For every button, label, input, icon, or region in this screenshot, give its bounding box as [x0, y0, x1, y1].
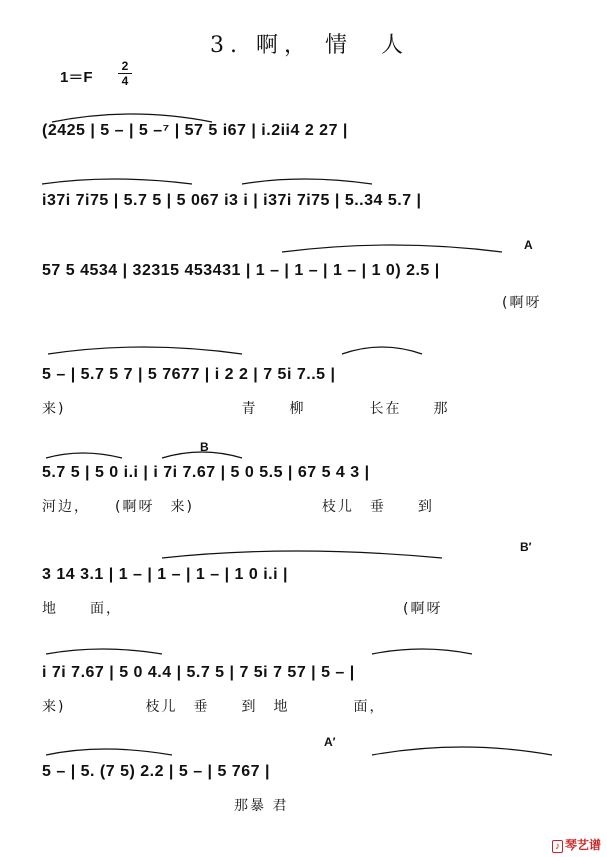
- key-signature: 1＝F: [60, 69, 93, 86]
- score-system-7: [42, 642, 564, 722]
- meter-bottom: 4: [121, 74, 129, 88]
- notation-line: 57 5 4534 | 32315 453431 | 1 – | 1 – | 1 – | 1 0) 2.5 |: [42, 262, 440, 279]
- lyric-line: 来) 枝儿 垂 到 地 面，: [42, 699, 386, 715]
- score-system-2: [42, 178, 564, 238]
- lyric-line: 那暴 君: [42, 798, 289, 814]
- notation-line: 3 14 3.1 | 1 – | 1 – | 1 – | 1 0 i.i |: [42, 566, 288, 583]
- score-system-1: [42, 110, 564, 170]
- score-system-8: [42, 735, 564, 815]
- lyric-line: 河边， (啊呀 来) 枝儿 垂 到: [42, 499, 434, 515]
- watermark-text: 琴艺谱: [564, 838, 601, 852]
- score-system-5: [42, 440, 564, 520]
- lyric-line: (啊呀: [502, 295, 542, 311]
- section-mark-a-prime: A′: [324, 735, 336, 749]
- notation-line: i37i 7i75 | 5.7 5 | 5 067 i3 i | i37i 7i75 | 5..34 5.7 |: [42, 192, 422, 209]
- notation-line: i 7i 7.67 | 5 0 4.4 | 5.7 5 | 7 5i 7 57 | 5 – |: [42, 664, 355, 681]
- lyric-line: 来) 青 柳 长在 那: [42, 401, 450, 417]
- section-mark-b-prime: B′: [520, 540, 532, 554]
- score-system-3: [42, 238, 564, 314]
- section-mark-b: B: [200, 440, 209, 454]
- qin-logo-icon: ♪: [552, 840, 563, 853]
- notation-line: 5 – | 5. (7 5) 2.2 | 5 – | 5 767 |: [42, 763, 270, 780]
- section-mark-a: A: [524, 238, 533, 252]
- score-system-4: [42, 340, 564, 420]
- meter-top: 2: [121, 59, 129, 73]
- notation-line: (2425 | 5 – | 5 –⁷ | 57 5 i67 | i.2ii4 2 27 |: [42, 122, 348, 139]
- score-system-6: [42, 540, 564, 620]
- watermark: [552, 836, 601, 853]
- notation-line: 5.7 5 | 5 0 i.i | i 7i 7.67 | 5 0 5.5 | 67 5 4 3 |: [42, 464, 370, 481]
- lyric-line: 地 面， (啊呀: [42, 601, 443, 617]
- slur-marks: [42, 110, 564, 170]
- song-title: 3. 啊， 情 人: [210, 33, 409, 58]
- time-signature: [118, 60, 132, 87]
- notation-line: 5 – | 5.7 5 7 | 5 7677 | i 2 2 | 7 5i 7..5 |: [42, 366, 336, 383]
